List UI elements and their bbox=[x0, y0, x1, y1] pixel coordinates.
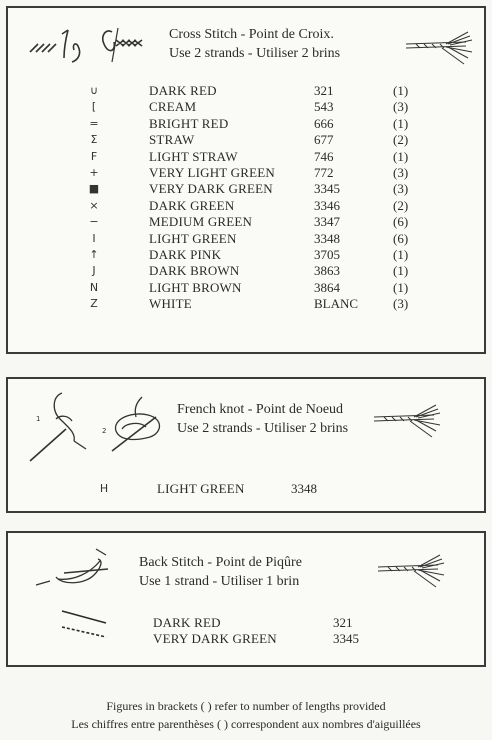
cross-stitch-symbol: I bbox=[92, 231, 96, 245]
cross-stitch-color-number: 3345 bbox=[314, 181, 340, 197]
french-knot-title: French knot - Point de Noeud bbox=[177, 402, 344, 417]
cross-stitch-lengths: (2) bbox=[393, 197, 409, 213]
cross-stitch-color-number: 3705 bbox=[314, 247, 340, 262]
thread-strands-icon bbox=[406, 30, 476, 66]
cross-stitch-color-name: DARK GREEN bbox=[149, 197, 235, 213]
back-stitch-row-1-number: 321 bbox=[333, 615, 353, 630]
cross-stitch-lengths: (6) bbox=[393, 214, 409, 230]
step-1-label: 1 bbox=[36, 415, 41, 423]
dark-red-solid-line-swatch bbox=[60, 609, 110, 625]
cross-stitch-lengths: (1) bbox=[393, 115, 409, 131]
cross-stitch-color-name: LIGHT STRAW bbox=[149, 148, 238, 164]
french-knot-subtitle: Use 2 strands - Utiliser 2 brins bbox=[177, 421, 349, 436]
cross-stitch-symbol: [ bbox=[91, 100, 97, 114]
back-stitch-row-1-name: DARK RED bbox=[153, 615, 221, 630]
cross-stitch-color-number: 3348 bbox=[314, 230, 340, 246]
cross-stitch-lengths: (3) bbox=[393, 165, 409, 180]
cross-stitch-symbol: ↑ bbox=[89, 248, 99, 261]
cross-stitch-color-number: 3863 bbox=[314, 263, 340, 279]
cross-stitch-symbol: N bbox=[89, 280, 99, 294]
french-knot-diagram-icon bbox=[16, 389, 176, 469]
cross-stitch-color-name: DARK RED bbox=[149, 83, 217, 98]
thread-strands-icon bbox=[374, 403, 444, 439]
back-stitch-diagram-icon bbox=[34, 545, 134, 593]
very-dark-green-dashed-line-swatch bbox=[60, 625, 110, 641]
cross-stitch-color-name: BRIGHT RED bbox=[149, 115, 229, 131]
cross-stitch-color-number: 3864 bbox=[314, 279, 340, 295]
cross-stitch-lengths: (3) bbox=[393, 181, 409, 197]
cross-stitch-lengths: (1) bbox=[393, 279, 409, 295]
cross-stitch-lengths: (3) bbox=[393, 99, 409, 115]
french-knot-color-name: LIGHT GREEN bbox=[157, 481, 245, 496]
cross-stitch-diagram-icon bbox=[26, 22, 166, 70]
cross-stitch-symbol: ∪ bbox=[89, 84, 99, 97]
cross-stitch-symbol: ■ bbox=[88, 182, 100, 196]
cross-stitch-color-number: 772 bbox=[314, 165, 334, 180]
cross-stitch-color-name: STRAW bbox=[149, 132, 195, 148]
cross-stitch-color-number: 677 bbox=[314, 132, 334, 148]
cross-stitch-lengths: (3) bbox=[393, 296, 409, 312]
thread-strands-icon bbox=[378, 553, 448, 589]
back-stitch-panel bbox=[6, 531, 486, 667]
cross-stitch-lengths: (1) bbox=[393, 263, 409, 279]
cross-stitch-panel bbox=[6, 6, 486, 354]
french-knot-symbol: H bbox=[99, 482, 109, 495]
cross-stitch-color-name: VERY DARK GREEN bbox=[149, 181, 273, 197]
cross-stitch-color-number: 3346 bbox=[314, 197, 340, 213]
cross-stitch-color-name: LIGHT BROWN bbox=[149, 279, 242, 295]
back-stitch-subtitle: Use 1 strand - Utiliser 1 brin bbox=[139, 574, 300, 589]
cross-stitch-color-name: WHITE bbox=[149, 296, 192, 312]
cross-stitch-lengths: (1) bbox=[393, 148, 409, 164]
cross-stitch-color-name: CREAM bbox=[149, 99, 197, 115]
cross-stitch-symbol: Σ bbox=[90, 133, 98, 147]
cross-stitch-color-number: 543 bbox=[314, 99, 334, 115]
cross-stitch-color-number: 321 bbox=[314, 83, 334, 98]
back-stitch-title: Back Stitch - Point de Piqûre bbox=[139, 555, 302, 570]
cross-stitch-symbol: + bbox=[89, 166, 99, 179]
cross-stitch-subtitle: Use 2 strands - Utiliser 2 brins bbox=[169, 46, 341, 61]
cross-stitch-symbol: J bbox=[92, 264, 96, 278]
cross-stitch-color-name: MEDIUM GREEN bbox=[149, 214, 253, 230]
cross-stitch-title: Cross Stitch - Point de Croix. bbox=[169, 27, 334, 42]
cross-stitch-lengths: (2) bbox=[393, 132, 409, 148]
cross-stitch-symbol: × bbox=[89, 198, 99, 212]
cross-stitch-lengths: (1) bbox=[393, 247, 409, 262]
french-knot-panel bbox=[6, 377, 486, 513]
back-stitch-row-2-number: 3345 bbox=[333, 631, 359, 646]
step-2-label: 2 bbox=[102, 427, 107, 435]
cross-stitch-lengths: (1) bbox=[393, 83, 409, 98]
cross-stitch-symbol: − bbox=[89, 215, 99, 229]
cross-stitch-symbol: = bbox=[89, 116, 99, 130]
cross-stitch-color-name: VERY LIGHT GREEN bbox=[149, 165, 275, 180]
cross-stitch-symbol: F bbox=[90, 149, 98, 163]
cross-stitch-color-number: BLANC bbox=[314, 296, 359, 312]
cross-stitch-symbol: Z bbox=[90, 297, 98, 311]
footer-note-french: Les chiffres entre parenthèses ( ) correspondent aux nombres d'aiguillées bbox=[71, 717, 421, 731]
cross-stitch-color-name: LIGHT GREEN bbox=[149, 230, 237, 246]
cross-stitch-color-number: 746 bbox=[314, 148, 334, 164]
back-stitch-row-2-name: VERY DARK GREEN bbox=[153, 631, 277, 646]
footer-note-english: Figures in brackets ( ) refer to number of lengths provided bbox=[106, 699, 386, 713]
french-knot-color-number: 3348 bbox=[291, 481, 317, 496]
cross-stitch-color-name: DARK PINK bbox=[149, 247, 222, 262]
cross-stitch-color-number: 666 bbox=[314, 115, 334, 131]
cross-stitch-color-number: 3347 bbox=[314, 214, 340, 230]
cross-stitch-lengths: (6) bbox=[393, 230, 409, 246]
cross-stitch-color-name: DARK BROWN bbox=[149, 263, 240, 279]
